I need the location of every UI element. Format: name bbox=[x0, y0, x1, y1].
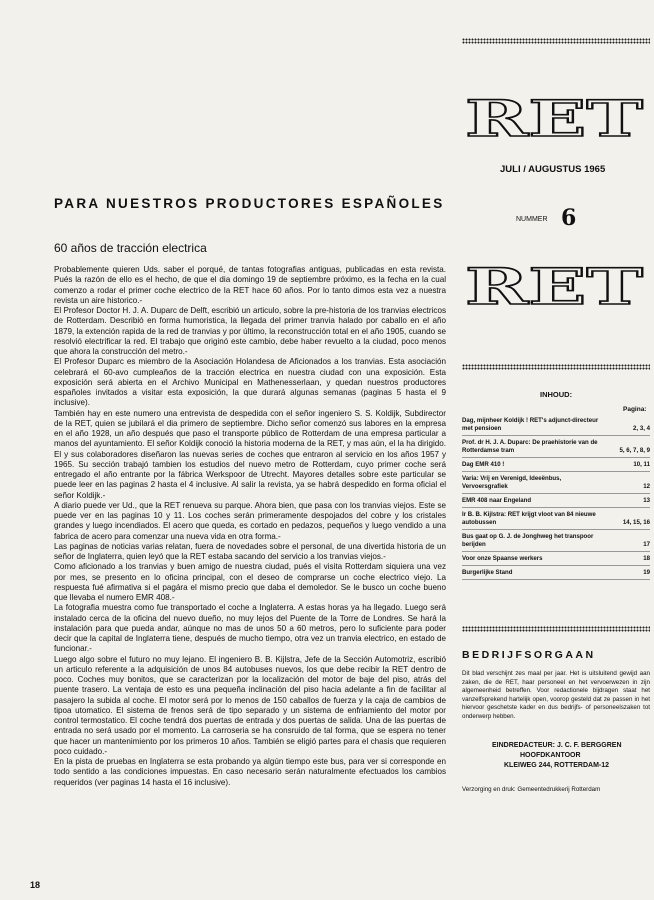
ret-logo-top bbox=[462, 96, 646, 142]
toc-title: INHOUD: bbox=[540, 390, 573, 399]
toc-item-title: Varia: Vrij en Verenigd, Ideeënbus, Vervoersgrafiek bbox=[462, 475, 562, 490]
toc-item-title: Ir B. B. Kijlstra: RET krijgt vloot van 84 nieuwe autobussen bbox=[462, 511, 596, 526]
article-subheading: 60 años de tracción electrica bbox=[54, 241, 207, 255]
toc-item bbox=[462, 436, 650, 458]
article-paragraph: La fotografia muestra como fue transportado el coche a Inglaterra. A estas horas ya ha llegado. Luego será instalado cerca de la oficina del nuevo dueño, no muy lejos del Puente de la Torre de Londres. Se hará la instalación para que pueda andar, aúnque no mas de unos 50 a 60 metros, pero lo suficiente para poder decir que la capital de Inglaterra tiene, después de mucho tiempo, otra vez un tranvia electrico, en estado de funcionar.- bbox=[54, 603, 446, 654]
toc-item-title: Bus gaat op G. J. de Jonghweg het transpoor berijden bbox=[462, 533, 594, 548]
table-of-contents bbox=[462, 414, 650, 580]
issue-number-label: NUMMER bbox=[516, 216, 548, 223]
toc-item-title: Prof. dr H. J. A. Duparc: De praehistorie van de Rotterdamse tram bbox=[462, 439, 598, 454]
toc-item-title: Dag, mijnheer Koldijk ! RET's adjunct-directeur met pensioen bbox=[462, 417, 599, 432]
article-paragraph: El Profesor Duparc es miembro de la Asociación Holandesa de Aficionados a los tranvias. Esta asociación celebrará el 60-avo cumpleaños de la tracción electrica en nuestra ciudad con una exposición. Esta exposición será abierta en el Archivo Municipal en Mathenesserlaan, y quedan nuestros productores españoles invitados a visitar esta exposición, la que durará algunas semanas (paginas 5 hasta el 9 inclusive). bbox=[54, 357, 446, 408]
article-paragraph: Luego algo sobre el futuro no muy lejano. El ingeniero B. B. Kijlstra, Jefe de la Sección Automotriz, escribió un articulo referente a la adquisición de unos 84 autobuses nuevos, los que debe recibir la RET dentro de poco. Coches muy bonitos, que se caracterizan por la localización del motor de baje del piso, atrás del puente trasero. La ventaja de esto es una pequeña inclinación del piso hacia adelante a fin de facilitar al pasajero la subida al coche. El motor será por lo menos de 150 caballos de fuerza y la caja de cambios de tipoa utomatico. El sistema de frenos será de tipo separado y un sistema de enfriamiento del motor por control termostatico. El coche tendrá dos puertas de entrada y dos puertas de salida. Una de las puertas de entrada no será usado por el momento. La carroseria se ha consruido de tal forma, que se espera no tener que hacer un mantenimiento por los primeros 10 años. También se eligió partes para el chasis que requieren poco cuidado.- bbox=[54, 654, 446, 756]
toc-item-title: Burgerlijke Stand bbox=[462, 569, 513, 576]
svg-text:RET: RET bbox=[465, 264, 643, 310]
article-paragraph: También hay en este numero una entrevista de despedida con el señor ingeniero S. S. Koldijk, Subdirector de la RET, quien se jubilará el dia primero de septiembre. Dicho señor comenzó sus labores en la empresa en el año 1928, un año después que paso el transporte público de Rotterdam de una empresa particular a manos del ayuntamiento. El señor Koldijk conoció la historia moderna de la RET, y mas aún, el la ha dirigido. El y sus colaboradores diseñaron las nuevas series de coches que entraron al servicio en los años 1957 y 1965. Su sección trabajó tambien los estudios del nuevo metro de Rotterdam, cuyo primer coche será entregado el año entrante por la fábrica Werkspoor de Utrecht. Mayores detalles sobre este particular se puede leer en las paginas 2 hasta el 4 inclusive. Al salir la revista, ya se habrá despedido en forma oficial el señor Koldijk.- bbox=[54, 408, 446, 500]
issue-date: JULI / AUGUSTUS 1965 bbox=[500, 164, 606, 175]
printer-line: Verzorging en druk: Gemeentedrukkerij Rotterdam bbox=[462, 786, 601, 793]
toc-item-pages: 17 bbox=[643, 541, 650, 548]
toc-item-pages: 2, 3, 4 bbox=[633, 425, 650, 432]
article-body bbox=[54, 265, 446, 788]
toc-item bbox=[462, 566, 650, 580]
bedrijfsorgaan-heading: BEDRIJFSORGAAN bbox=[462, 649, 596, 661]
toc-item bbox=[462, 530, 650, 552]
toc-item-pages: 12 bbox=[643, 483, 650, 490]
article-paragraph: El Profesor Doctor H. J. A. Duparc de Delft, escribió un articulo, sobre la pre-historia de los tranvias electricos de Rotterdam. Describió en forma humoristica, la llegada del primer tranvia halado por caballo en el año 1879, la extención rapida de la red de tranvias y por último, la reconstrucción total en el año 1905, cuando se resolvió electrificar la red. El trabajo que originó este cambio, debe haber revuelto a la ciudad, poco menos que ahora la construcción del metro.- bbox=[54, 306, 446, 356]
editor-block bbox=[492, 741, 622, 771]
page-number: 18 bbox=[30, 880, 41, 890]
toc-item bbox=[462, 508, 650, 530]
toc-item bbox=[462, 458, 650, 472]
toc-item bbox=[462, 472, 650, 494]
article-paragraph: Como aficionado a los tranvias y buen amigo de nuestra ciudad, pués el visita Rotterdam siquiera una vez por mes, se presento en lo oficina principal, con el deseo de comprarse un coche electrico viejo. La respuesta fué afirmativa si el pagára el mismo precio que daba el demoledor. Se le busco un coche bueno que llevaba el numero EMR 408.- bbox=[54, 562, 446, 602]
toc-item-pages: 19 bbox=[643, 569, 650, 576]
toc-item-pages: 14, 15, 16 bbox=[622, 519, 650, 526]
article-paragraph: Las paginas de noticias varias relatan, fuera de novedades sobre el personal, de una divertida historia de un señor de Inglaterra, quien leyó que la RET estaba sacando del servicio a los tranvias viejos.- bbox=[54, 541, 446, 561]
toc-item bbox=[462, 414, 650, 436]
toc-item-pages: 10, 11 bbox=[633, 461, 650, 468]
toc-item-pages: 13 bbox=[643, 497, 650, 504]
editor-line: EINDREDACTEUR: J. C. F. BERGGREN bbox=[492, 742, 622, 749]
bedrijfsorgaan-text: Dit blad verschijnt zes maal per jaar. Het is uitsluitend gewijd aan zaken, die de RET, haar personeel en het vervoerwezen in zijn algemeenheid betreffen. Voor redactionele bijdragen staat het vanzelfsprekend hartelijk open, voorop gesteld dat ze passen in het hiervoor geschetste kader en dus bedrijfs- of personeelszaken tot onderwerp hebben. bbox=[462, 670, 650, 720]
article-paragraph: Probablemente quieren Uds. saber el porqué, de tantas fotografias antiguas, publicadas en esta revista. Pués la razón de ello es el hecho, de que el dia domingo 19 de septiembre próximo, es la fecha en la cual comenzo a rodar el primer coche electrico de la RET hace 60 años. Por lo tanto dimos esta vez a nuestra revista un aire historico.- bbox=[54, 265, 446, 305]
toc-item bbox=[462, 494, 650, 508]
article-paragraph: A diario puede ver Ud., que la RET renueva su parque. Ahora bien, que pasa con los tranvias viejos. Este se puede ver en las paginas 10 y 11. Los coches serán primeramente despojados del cobre y los cristales grandes y luego incendiados. El acero que queda, es cortado en pedazos, pequeños y luego vendido a una fabrica de acero para comenzar una nueva vida en otra forma.- bbox=[54, 500, 446, 541]
ret-logo-bottom bbox=[462, 264, 646, 310]
toc-item-title: EMR 408 naar Engeland bbox=[462, 497, 532, 504]
issue-number: 6 bbox=[561, 205, 577, 231]
dotted-rule bbox=[462, 38, 650, 44]
toc-item-pages: 18 bbox=[643, 555, 650, 562]
toc-item bbox=[462, 552, 650, 566]
article-paragraph: En la pista de pruebas en Inglaterra se esta probando ya algún tiempo este bus, para ver si corresponde en todo sentido a las condiciones impuestas. En caso necesario serán naturalmente efectuados los cambios requeridos (ver paginas 14 hasta el 16 inclusive). bbox=[54, 757, 446, 787]
toc-item-pages: 5, 6, 7, 8, 9 bbox=[619, 447, 650, 454]
svg-text:RET: RET bbox=[465, 96, 643, 142]
dotted-rule bbox=[462, 364, 650, 370]
office-line: HOOFDKANTOOR bbox=[520, 752, 581, 759]
address-line: KLEIWEG 244, ROTTERDAM-12 bbox=[504, 762, 610, 769]
toc-item-title: Voor onze Spaanse werkers bbox=[462, 555, 543, 562]
toc-item-title: Dag EMR 410 ! bbox=[462, 461, 505, 468]
toc-pagina-label: Pagina: bbox=[623, 406, 647, 413]
dotted-rule bbox=[462, 626, 650, 632]
article-heading: PARA NUESTROS PRODUCTORES ESPAÑOLES bbox=[54, 196, 445, 211]
